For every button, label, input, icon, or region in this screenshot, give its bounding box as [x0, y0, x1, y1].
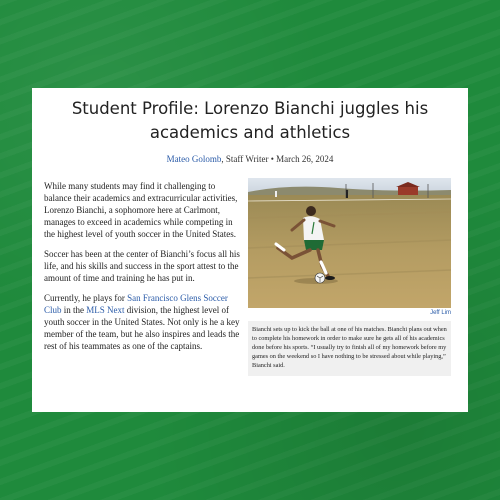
paragraph-3-middle: in the — [61, 305, 87, 315]
paragraph-3-start: Currently, he plays for — [44, 293, 128, 303]
mls-next-link[interactable]: MLS Next — [86, 305, 125, 315]
article-card — [32, 88, 468, 412]
sf-glens-link[interactable]: San Francisco Glens Soccer Club — [44, 293, 228, 315]
photo-credit[interactable]: Jeff Lim — [430, 310, 451, 316]
soccer-player-photo — [248, 178, 451, 308]
paragraph-3-end: division, the highest level of youth soccer in the United States. Not only is he a key member of the team, but he also inspires and leads the rest of his teammates as one of the captains. — [44, 305, 240, 351]
paragraph-1: While many students may find it challenging to balance their academics and extracurricular activities, Lorenzo Bianchi, a sophomore here at Carlmont, manages to exceed in academics while competing in the highest level of youth soccer in the United States. — [44, 181, 238, 239]
byline — [32, 154, 468, 164]
paragraph-3 — [44, 292, 244, 352]
byline-role-date: , Staff Writer • March 26, 2024 — [221, 154, 334, 164]
article-body — [44, 180, 244, 360]
paragraph-2: Soccer has been at the center of Bianchi’s focus all his life, and his skills and success in the sport attest to the amount of time and training he has put in. — [44, 249, 240, 283]
photo-caption: Bianchi sets up to kick the ball at one of his matches. Bianchi plans out when to complete his homework in order to make sure he gets all of his academics done before his sports. “I usually try to finish all of my homework before my games on the weekend so I have nothing to be stressed about while playing,” Bianchi said. — [248, 321, 451, 376]
article-photo[interactable] — [248, 178, 451, 308]
author-link[interactable]: Mateo Golomb — [166, 154, 222, 164]
article-title: Student Profile: Lorenzo Bianchi juggles his academics and athletics — [71, 99, 429, 142]
